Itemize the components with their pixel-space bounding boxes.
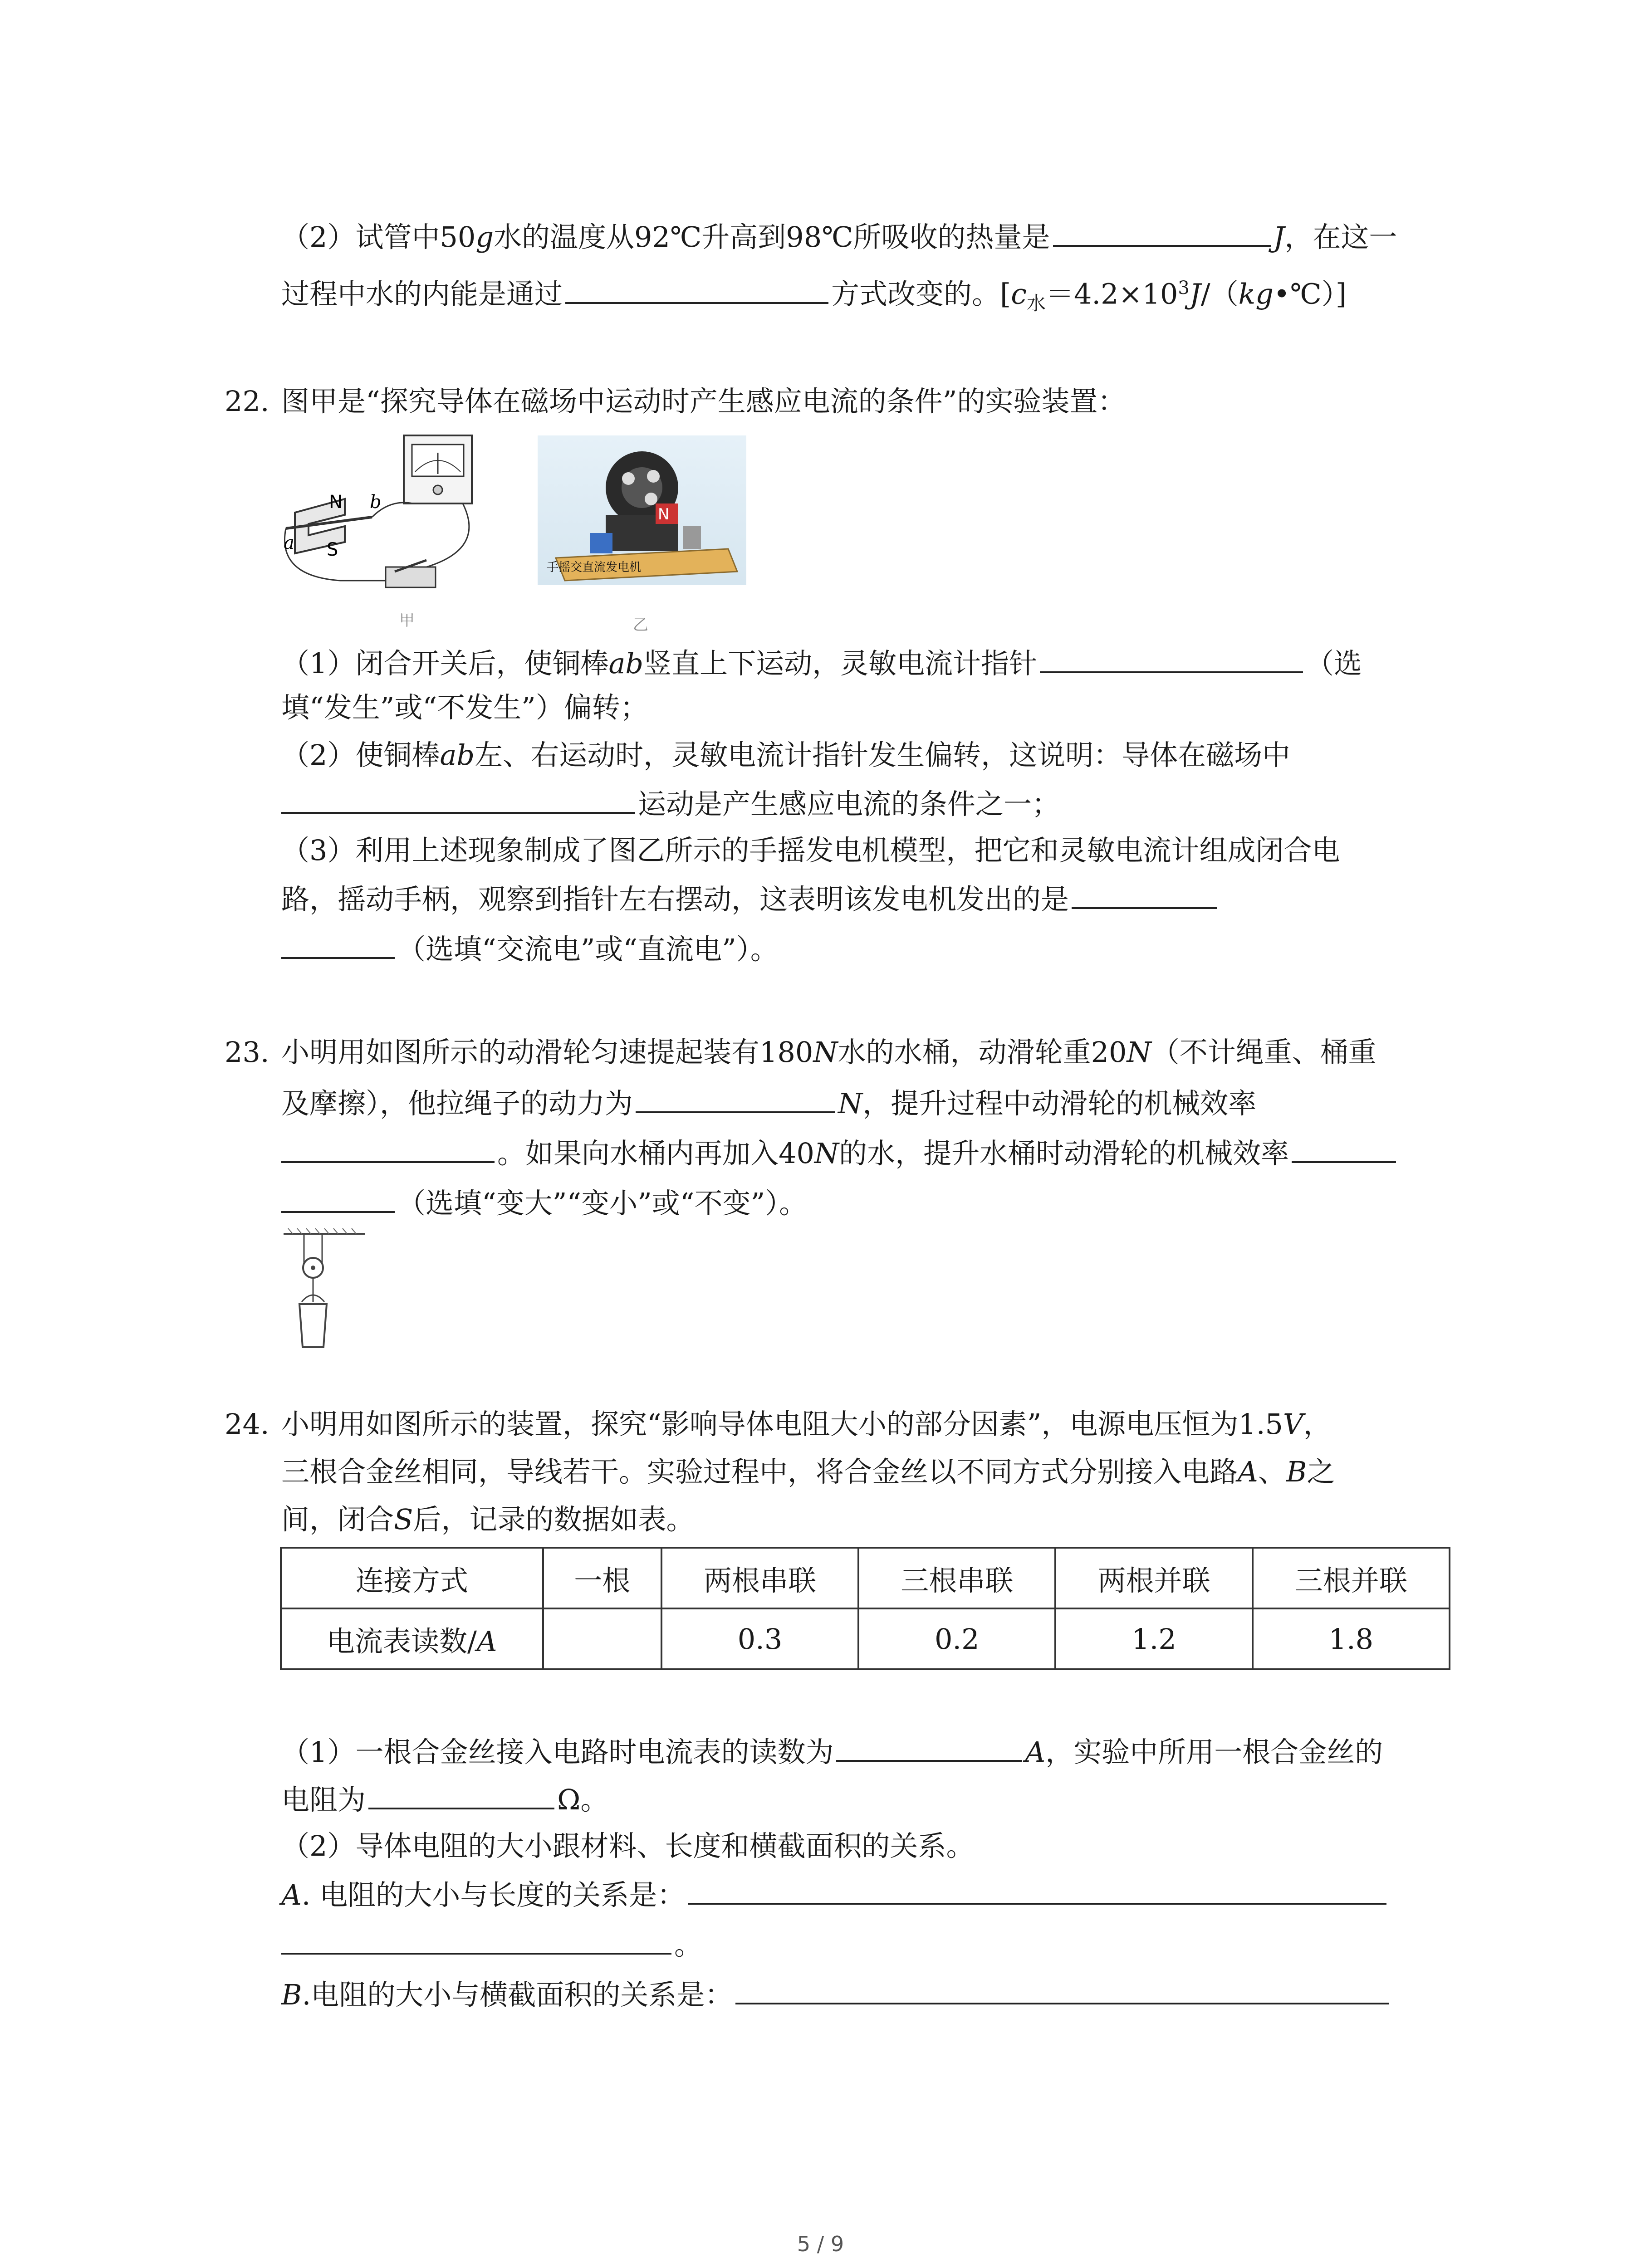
q22-answer-blank-3a[interactable] [1072,875,1217,909]
q22-answer-blank-1[interactable] [1040,640,1303,673]
q22-part1-line1: （1）闭合开关后，使铜棒ab竖直上下运动，灵敏电流计指针 （选 [281,640,1362,686]
q24-answer-blank-current[interactable] [836,1728,1022,1762]
q22-answer-blank-3b[interactable] [281,925,395,959]
q24-partB-line1: B.电阻的大小与横截面积的关系是： [281,1971,1391,2018]
q22-part3-line3: （选填“交流电”或“直流电”）。 [281,925,779,972]
q21-answer-blank-heat[interactable] [1053,213,1271,247]
figure-yi-generator [538,435,746,585]
table-row [281,1608,1450,1669]
figure-yi-caption: 手摇交直流发电机 [547,561,642,574]
q23-answer-blank-change-a[interactable] [1292,1129,1396,1163]
q22-part2-line1: （2）使铜棒ab左、右运动时，灵敏电流计指针发生偏转，这说明：导体在磁场中 [281,738,1291,772]
table-header-cell: 三根并联 [1253,1548,1450,1608]
q24-number: 24. [225,1408,269,1441]
q24-answer-blank-resistance[interactable] [368,1776,554,1809]
q22-part3-line1: （3）利用上述现象制成了图乙所示的手摇发电机模型，把它和灵敏电流计组成闭合电 [281,834,1340,867]
table-header-cell: 两根串联 [661,1548,858,1608]
table-row-label: 电流表读数/A [281,1608,543,1669]
q23-number: 23. [225,1036,269,1069]
q24-partA-line2: 。 [281,1921,702,1968]
q23-line1: 小明用如图所示的动滑轮匀速提起装有180N水的水桶，动滑轮重20N（不计绳重、桶重 [281,1036,1376,1069]
label-S: S [327,539,338,560]
q23-line2: 及摩擦），他拉绳子的动力为 N，提升过程中动滑轮的机械效率 [281,1080,1256,1126]
label-b: b [370,492,382,513]
q21-line2: 过程中水的内能是通过 方式改变的。$[c_水=4.2\times 10^3J/(kg•℃)]$ [281,265,1347,326]
q24-line3: 间，闭合S后，记录的数据如表。 [281,1503,695,1536]
q23-answer-blank-force[interactable] [636,1080,835,1113]
page-number: 5 / 9 [797,2232,844,2256]
q24-part2: （2）导体电阻的大小跟材料、长度和横截面积的关系。 [281,1829,975,1862]
svg-text:N: N [658,505,670,523]
q24-answer-blank-area[interactable] [735,1971,1389,2004]
q23-answer-blank-efficiency[interactable] [281,1129,495,1163]
table-cell: 0.2 [858,1608,1055,1669]
q24-data-table [280,1547,1450,1670]
q24-answer-blank-length-cont[interactable] [281,1921,671,1955]
q24-line2: 三根合金丝相同，导线若干。实验过程中，将合金丝以不同方式分别接入电路A、B之 [281,1455,1335,1488]
q22-answer-blank-2[interactable] [281,780,635,814]
q22-intro: 图甲是“探究导体在磁场中运动时产生感应电流的条件”的实验装置： [281,385,1126,418]
q22-part2-line2: 运动是产生感应电流的条件之一； [281,780,1060,827]
q22-part3-line2: 路，摇动手柄，观察到指针左右摆动，这表明该发电机发出的是 [281,875,1220,922]
table-header-cell: 连接方式 [281,1548,543,1608]
table-header-cell: 一根 [543,1548,661,1608]
q21-answer-blank-method[interactable] [565,270,828,304]
q22-number: 22. [225,385,269,418]
table-cell: 0.3 [661,1608,858,1669]
q24-line1: 小明用如图所示的装置，探究“影响导体电阻大小的部分因素”，电源电压恒为1.5V， [281,1408,1332,1441]
table-header-row [281,1548,1450,1608]
q23-line3: 。如果向水桶内再加入40N的水，提升水桶时动滑轮的机械效率 [281,1129,1399,1176]
q24-answer-blank-length[interactable] [688,1871,1386,1905]
table-cell [543,1608,661,1669]
table-header-cell: 两根并联 [1055,1548,1252,1608]
q23-line4: （选填“变大”“变小”或“不变”）。 [281,1179,807,1226]
figure-jia-label: 甲 [399,611,415,630]
q21-line1: （2）试管中50g水的温度从92℃升高到98℃所吸收的热量是 J，在这一 [281,213,1397,260]
label-N: N [329,492,343,513]
q24-partA-line1: A. 电阻的大小与长度的关系是： [281,1871,1389,1918]
label-a: a [284,533,294,553]
q24-part1-line1: （1）一根合金丝接入电路时电流表的读数为 A，实验中所用一根合金丝的 [281,1728,1383,1775]
figure-jia-circuit [277,431,495,603]
figure-movable-pulley [279,1225,370,1361]
table-cell: 1.2 [1055,1608,1252,1669]
q24-part1-line2: 电阻为 Ω。 [281,1776,608,1823]
table-cell: 1.8 [1253,1608,1450,1669]
table-header-cell: 三根串联 [858,1548,1055,1608]
q23-answer-blank-change-b[interactable] [281,1179,395,1213]
q22-part1-line2: 填“发生”或“不发生”）偏转； [281,691,648,724]
figure-yi-label: 乙 [633,616,648,634]
